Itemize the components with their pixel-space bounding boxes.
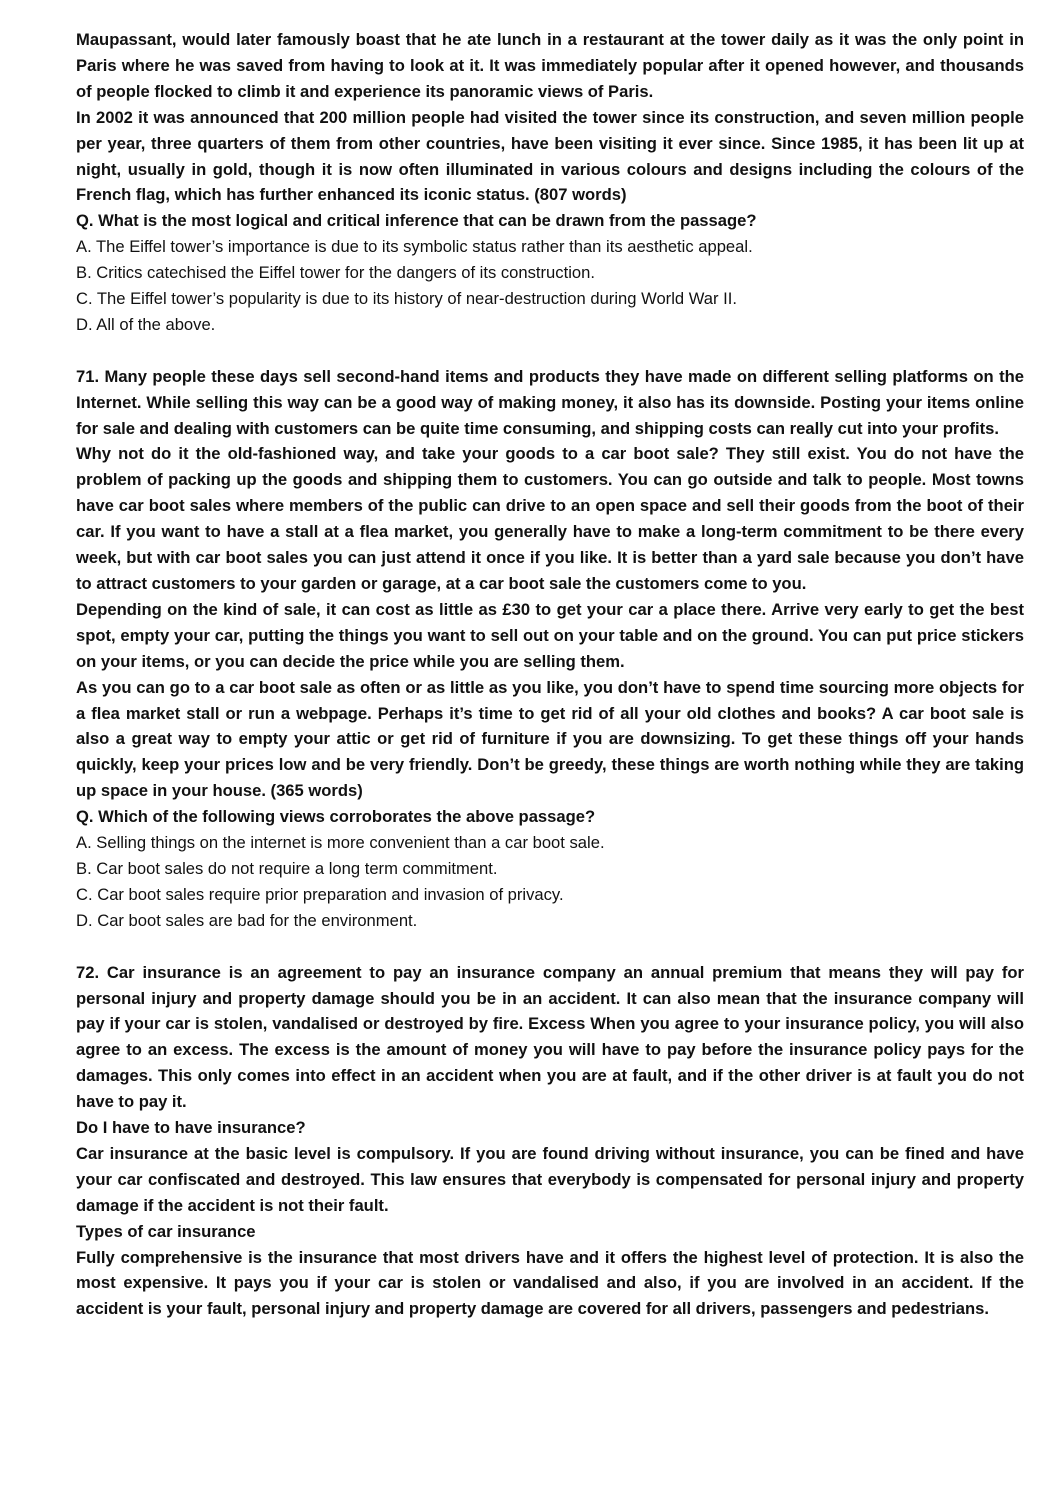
- answer-option: B. Car boot sales do not require a long term commitment.: [76, 858, 498, 878]
- answer-option: D. Car boot sales are bad for the environment.: [76, 910, 418, 930]
- spacer: [76, 934, 1024, 960]
- answer-option: A. Selling things on the internet is more convenient than a car boot sale.: [76, 833, 605, 853]
- answer-option: D. All of the above.: [76, 314, 216, 334]
- answer-option: C. Car boot sales require prior preparation and invasion of privacy.: [76, 884, 564, 904]
- passage-72-paragraph-2: Car insurance at the basic level is compulsory. If you are found driving without insurance, you can be fined and have your car confiscated and destroyed. This law ensures that everybody is compensated for personal injury and property damage if the accident is not their fault.: [76, 1143, 1024, 1215]
- passage-72-paragraph-3: Fully comprehensive is the insurance that most drivers have and it offers the highest level of protection. It is also the most expensive. It pays you if your car is stolen or vandalised and also, if you are involved in an accident. If the accident is your fault, personal injury and property damage are covered for all drivers, passengers and pedestrians.: [76, 1247, 1024, 1319]
- passage-71-paragraph-1: 71. Many people these days sell second-hand items and products they have made on different selling platforms on the Internet. While selling this way can be a good way of making money, it also has its downside. Posting your items online for sale and dealing with customers can be quite time consuming, and shipping costs can really cut into your profits.: [76, 366, 1024, 438]
- passage-71-paragraph-3: Depending on the kind of sale, it can cost as little as £30 to get your car a place there. Arrive very early to get the best spot, empty your car, putting the things you want to sell out on your table and on the ground. You can put price stickers on your items, or you can decide the price while you are selling them.: [76, 599, 1024, 671]
- answer-option: B. Critics catechised the Eiffel tower for the dangers of its construction.: [76, 263, 595, 283]
- question-71: Q. Which of the following views corroborates the above passage?: [76, 807, 596, 827]
- passage-71-paragraph-4: As you can go to a car boot sale as often or as little as you like, you don’t have to spend time sourcing more objects for a flea market stall or run a webpage. Perhaps it’s time to get rid of all your old clothes and books? A car boot sale is also a great way to empty your attic or get rid of furniture if you are downsizing. To get these things off your hands quickly, keep your prices low and be very friendly. Don’t be greedy, these things are worth nothing while they are taking up space in your house. (365 words): [76, 677, 1024, 801]
- section-heading: Types of car insurance: [76, 1221, 256, 1241]
- document-page: [76, 27, 1024, 1322]
- section-heading: Do I have to have insurance?: [76, 1118, 306, 1138]
- answer-option: C. The Eiffel tower’s popularity is due to its history of near-destruction during World War II.: [76, 289, 737, 309]
- answer-option: A. The Eiffel tower’s importance is due to its symbolic status rather than its aesthetic appeal.: [76, 237, 753, 257]
- spacer: [76, 338, 1024, 364]
- passage-70-paragraph-2: In 2002 it was announced that 200 million people had visited the tower since its construction, and seven million people per year, three quarters of them from other countries, have been visiting it ever since. Since 1985, it has been lit up at night, usually in gold, though it is now often illuminated in various colours and designs including the colours of the French flag, which has further enhanced its iconic status. (807 words): [76, 107, 1024, 205]
- question-70: Q. What is the most logical and critical inference that can be drawn from the passage?: [76, 211, 757, 231]
- passage-71-paragraph-2: Why not do it the old-fashioned way, and take your goods to a car boot sale? They still exist. You do not have the problem of packing up the goods and shipping them to customers. You can go outside and talk to people. Most towns have car boot sales where members of the public can drive to an open space and sell their goods from the boot of their car. If you want to have a stall at a flea market, you generally have to make a long-term commitment to be there every week, but with car boot sales you can just attend it once if you like. It is better than a yard sale because you don’t have to attract customers to your garden or garage, at a car boot sale the customers come to you.: [76, 444, 1024, 594]
- passage-72-paragraph-1: 72. Car insurance is an agreement to pay an insurance company an annual premium that means they will pay for personal injury and property damage should you be in an accident. It can also mean that the insurance company will pay if your car is stolen, vandalised or destroyed by fire. Excess When you agree to your insurance policy, you will also agree to an excess. The excess is the amount of money you will have to pay before the insurance policy pays for the damages. This only comes into effect in an accident when you are at fault, and if the other driver is at fault you do not have to pay it.: [76, 962, 1024, 1112]
- passage-70-paragraph-1: Maupassant, would later famously boast that he ate lunch in a restaurant at the tower daily as it was the only point in Paris where he was saved from having to look at it. It was immediately popular after it opened however, and thousands of people flocked to climb it and experience its panoramic views of Paris.: [76, 30, 1024, 101]
